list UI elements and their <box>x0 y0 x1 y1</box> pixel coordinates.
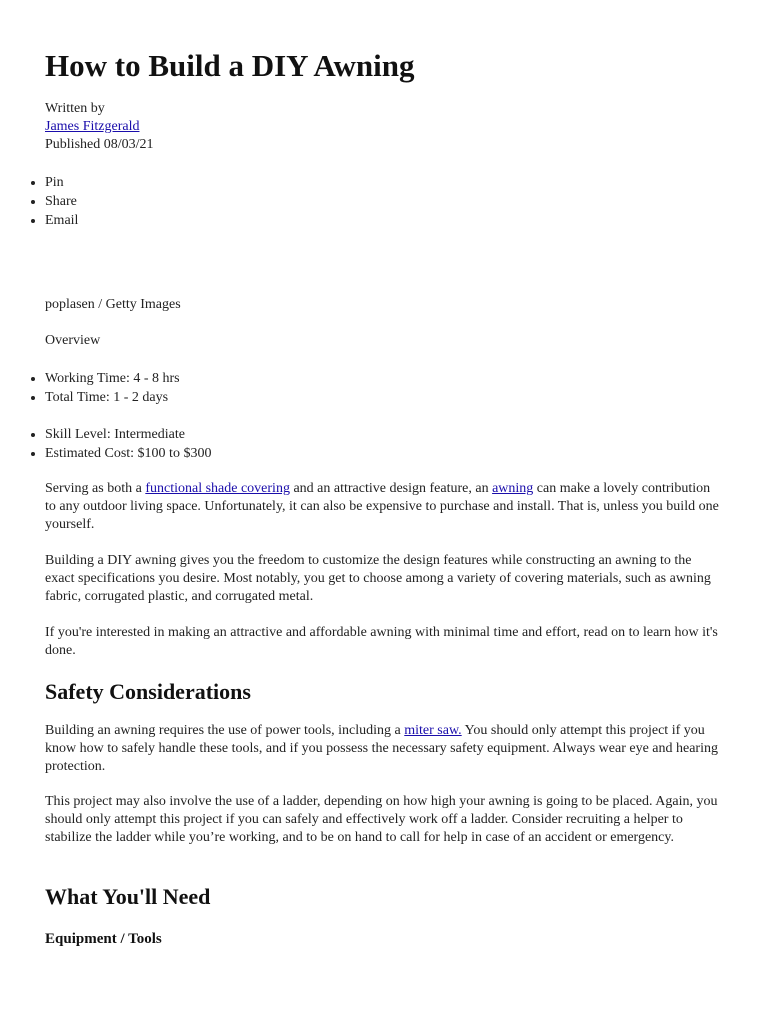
share-actions <box>0 173 723 230</box>
intro-paragraph-2: Building a DIY awning gives you the freedom to customize the design features while constructing an awning to the exact specifications you desire. Most notably, you get to choose among a variety of covering materials, such as awning fabric, corrugated plastic, and corrugated metal. <box>45 553 711 604</box>
byline <box>45 100 154 154</box>
intro-text: can make a lovely contribution to any outdoor living space. Unfortunately, it can also be expensive to purchase and install. That is, unless you build one yourself. <box>45 481 719 532</box>
miter-saw-link[interactable]: miter saw. <box>404 723 462 738</box>
email-action[interactable]: • Email <box>45 211 723 230</box>
written-by-label: Written by <box>45 101 105 116</box>
article-title: How to Build a DIY Awning <box>45 48 415 83</box>
equipment-subheading: Equipment / Tools <box>45 931 162 947</box>
total-time: • Total Time: 1 - 2 days <box>45 388 723 407</box>
safety-paragraph-2: This project may also involve the use of a ladder, depending on how high your awning is going to be placed. Again, you should only attempt this project if you can safely and effectively work off a ladder. Consider recruiting a helper to stabilize the ladder while you’re working, and to be on hand to call for help in case of an accident or emergency. <box>45 794 718 845</box>
intro-paragraph-3: If you're interested in making an attractive and affordable awning with minimal time and effort, read on to learn how it's done. <box>45 625 718 658</box>
intro-paragraph-1 <box>45 480 723 534</box>
needs-heading: What You'll Need <box>45 884 211 909</box>
share-action[interactable]: • Share <box>45 192 723 211</box>
overview-heading: Overview <box>45 333 101 348</box>
shade-covering-link[interactable]: functional shade covering <box>145 481 290 496</box>
skill-level: • Skill Level: Intermediate <box>45 425 723 444</box>
intro-text: and an attractive design feature, an <box>289 481 493 496</box>
estimated-cost: • Estimated Cost: $100 to $300 <box>45 444 723 463</box>
safety-heading: Safety Considerations <box>45 679 251 704</box>
safety-text: Building an awning requires the use of power tools, including a <box>45 723 405 738</box>
pin-action[interactable]: • Pin <box>45 173 723 192</box>
safety-text: You should only attempt this project if you know how to safely handle these tools, and if you possess the necessary safety equipment. Always wear eye and hearing protection. <box>45 723 718 774</box>
intro-text: Serving as both a <box>45 481 146 496</box>
safety-paragraph-1 <box>45 722 723 776</box>
overview-details <box>0 425 723 463</box>
author-link[interactable]: James Fitzgerald <box>45 119 140 134</box>
image-credit: poplasen / Getty Images <box>45 297 181 312</box>
working-time: • Working Time: 4 - 8 hrs <box>45 369 723 388</box>
awning-link[interactable]: awning <box>492 481 534 496</box>
publish-date: Published 08/03/21 <box>45 137 154 152</box>
overview-times <box>0 369 723 407</box>
